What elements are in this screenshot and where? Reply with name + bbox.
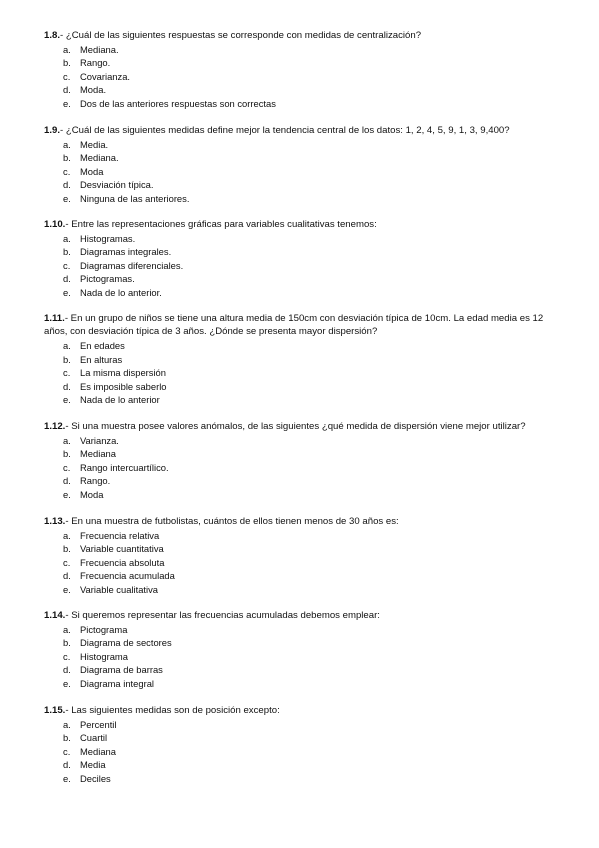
- option-row: [44, 56, 564, 70]
- option-letter: c.: [63, 70, 71, 82]
- option-text: Deciles: [80, 772, 111, 784]
- question-prompt: - Si una muestra posee valores anómalos, de las siguientes ¿qué medida de dispersión viene mejor utilizar?: [65, 421, 526, 432]
- option-text: Variable cuantitativa: [80, 543, 164, 555]
- question-text: [44, 609, 564, 622]
- option-letter: c.: [63, 745, 71, 757]
- option-row: [44, 178, 564, 192]
- option-letter: e.: [63, 394, 71, 406]
- option-text: Nada de lo anterior.: [80, 286, 162, 298]
- option-row: [44, 718, 564, 732]
- option-letter: b.: [63, 543, 71, 555]
- option-text: Moda.: [80, 84, 107, 96]
- option-row: [44, 259, 564, 273]
- option-letter: b.: [63, 732, 71, 744]
- option-row: [44, 286, 564, 300]
- option-row: [44, 758, 564, 772]
- question-number: 1.8.: [44, 30, 61, 41]
- option-letter: d.: [63, 84, 71, 96]
- question-text: [44, 515, 564, 528]
- option-text: Ninguna de las anteriores.: [80, 192, 190, 204]
- option-text: Desviación típica.: [80, 179, 154, 191]
- option-text: Es imposible saberlo: [80, 380, 167, 392]
- option-letter: d.: [63, 664, 71, 676]
- option-text: Diagramas integrales.: [80, 246, 172, 258]
- option-letter: b.: [63, 353, 71, 365]
- option-text: Dos de las anteriores respuestas son correctas: [80, 97, 276, 109]
- option-letter: b.: [63, 637, 71, 649]
- option-text: Covarianza.: [80, 70, 131, 82]
- question-prompt: - En un grupo de niños se tiene una altura media de 150cm con desviación típica de 10cm. La edad media es 12 años, con desviación típica de 3 años. ¿Dónde se presenta mayor dispersión?: [44, 313, 544, 338]
- option-text: Rango.: [80, 57, 111, 69]
- option-row: [44, 434, 564, 448]
- option-letter: b.: [63, 152, 71, 164]
- option-letter: e.: [63, 192, 71, 204]
- option-row: [44, 83, 564, 97]
- option-row: [44, 623, 564, 637]
- option-row: [44, 165, 564, 179]
- question-text: [44, 29, 564, 42]
- option-row: [44, 151, 564, 165]
- option-letter: b.: [63, 57, 71, 69]
- option-text: Mediana.: [80, 152, 119, 164]
- option-letter: a.: [63, 340, 71, 352]
- question-number: 1.10.: [44, 219, 66, 230]
- question-1-15: [44, 704, 564, 785]
- option-text: Pictograma: [80, 623, 128, 635]
- option-text: Percentil: [80, 718, 117, 730]
- option-text: Frecuencia acumulada: [80, 570, 175, 582]
- question-number: 1.12.: [44, 421, 66, 432]
- option-letter: a.: [63, 43, 71, 55]
- option-row: [44, 366, 564, 380]
- option-text: Media: [80, 759, 106, 771]
- question-prompt: - Entre las representaciones gráficas para variables cualitativas tenemos:: [65, 219, 377, 230]
- option-text: En alturas: [80, 353, 123, 365]
- option-letter: c.: [63, 367, 71, 379]
- option-text: Cuartil: [80, 732, 108, 744]
- question-text: [44, 420, 564, 433]
- option-row: [44, 232, 564, 246]
- option-row: [44, 245, 564, 259]
- question-prompt: - Si queremos representar las frecuencias acumuladas debemos emplear:: [65, 610, 380, 621]
- question-number: 1.13.: [44, 516, 66, 527]
- option-text: Rango intercuartílico.: [80, 461, 169, 473]
- option-letter: d.: [63, 570, 71, 582]
- question-prompt: - ¿Cuál de las siguientes medidas define mejor la tendencia central de los datos: 1, 2, 4, 5, 9, 1, 3, 9,400?: [60, 125, 510, 136]
- option-letter: e.: [63, 286, 71, 298]
- question-1-9: [44, 124, 564, 205]
- option-letter: a.: [63, 138, 71, 150]
- option-text: Diagrama de barras: [80, 664, 163, 676]
- option-letter: c.: [63, 556, 71, 568]
- question-text: [44, 704, 564, 717]
- option-letter: d.: [63, 759, 71, 771]
- option-row: [44, 663, 564, 677]
- option-row: [44, 353, 564, 367]
- option-row: [44, 97, 564, 111]
- option-text: Frecuencia relativa: [80, 529, 160, 541]
- option-row: [44, 380, 564, 394]
- option-row: [44, 447, 564, 461]
- option-row: [44, 745, 564, 759]
- option-letter: e.: [63, 583, 71, 595]
- option-letter: c.: [63, 259, 71, 271]
- option-letter: b.: [63, 448, 71, 460]
- question-1-14: [44, 609, 564, 690]
- option-row: [44, 556, 564, 570]
- option-text: La misma dispersión: [80, 367, 166, 379]
- option-row: [44, 636, 564, 650]
- question-1-8: [44, 29, 564, 110]
- question-text: [44, 218, 564, 231]
- option-letter: d.: [63, 380, 71, 392]
- question-1-10: [44, 218, 564, 299]
- option-text: Rango.: [80, 475, 111, 487]
- question-1-13: [44, 515, 564, 596]
- option-text: Nada de lo anterior: [80, 394, 160, 406]
- question-number: 1.11.: [44, 313, 65, 324]
- option-text: Pictogramas.: [80, 273, 135, 285]
- option-row: [44, 474, 564, 488]
- option-row: [44, 192, 564, 206]
- option-letter: a.: [63, 232, 71, 244]
- question-number: 1.14.: [44, 610, 66, 621]
- option-letter: e.: [63, 772, 71, 784]
- option-text: Histogramas.: [80, 232, 136, 244]
- option-letter: a.: [63, 529, 71, 541]
- option-row: [44, 138, 564, 152]
- option-letter: e.: [63, 488, 71, 500]
- option-text: Mediana.: [80, 43, 119, 55]
- option-row: [44, 70, 564, 84]
- question-number: 1.9.: [44, 125, 61, 136]
- option-text: Varianza.: [80, 434, 119, 446]
- option-letter: a.: [63, 718, 71, 730]
- option-row: [44, 272, 564, 286]
- question-1-11: [44, 312, 564, 407]
- option-letter: d.: [63, 179, 71, 191]
- option-row: [44, 542, 564, 556]
- option-row: [44, 488, 564, 502]
- question-number: 1.15.: [44, 705, 66, 716]
- option-text: Diagramas diferenciales.: [80, 259, 184, 271]
- question-prompt: - ¿Cuál de las siguientes respuestas se corresponde con medidas de centralización?: [60, 30, 422, 41]
- option-text: Histograma: [80, 650, 128, 662]
- option-text: Variable cualitativa: [80, 583, 158, 595]
- option-row: [44, 461, 564, 475]
- option-letter: a.: [63, 434, 71, 446]
- option-row: [44, 393, 564, 407]
- option-letter: d.: [63, 273, 71, 285]
- question-1-12: [44, 420, 564, 501]
- option-text: Frecuencia absoluta: [80, 556, 165, 568]
- option-letter: e.: [63, 97, 71, 109]
- option-letter: b.: [63, 246, 71, 258]
- option-row: [44, 43, 564, 57]
- option-text: Moda: [80, 165, 104, 177]
- option-row: [44, 650, 564, 664]
- option-text: Moda: [80, 488, 104, 500]
- option-text: Mediana: [80, 448, 116, 460]
- option-row: [44, 772, 564, 786]
- option-row: [44, 569, 564, 583]
- option-letter: a.: [63, 623, 71, 635]
- option-text: Mediana: [80, 745, 116, 757]
- option-letter: d.: [63, 475, 71, 487]
- option-letter: e.: [63, 677, 71, 689]
- option-text: Diagrama integral: [80, 677, 154, 689]
- option-row: [44, 677, 564, 691]
- question-prompt: - Las siguientes medidas son de posición excepto:: [65, 705, 280, 716]
- option-letter: c.: [63, 165, 71, 177]
- question-text: [44, 124, 564, 137]
- option-letter: c.: [63, 650, 71, 662]
- option-letter: c.: [63, 461, 71, 473]
- option-text: Diagrama de sectores: [80, 637, 172, 649]
- option-text: Media.: [80, 138, 109, 150]
- option-row: [44, 339, 564, 353]
- question-text: [44, 312, 564, 339]
- option-text: En edades: [80, 340, 125, 352]
- option-row: [44, 529, 564, 543]
- option-row: [44, 583, 564, 597]
- option-row: [44, 731, 564, 745]
- question-prompt: - En una muestra de futbolistas, cuántos de ellos tienen menos de 30 años es:: [65, 516, 399, 527]
